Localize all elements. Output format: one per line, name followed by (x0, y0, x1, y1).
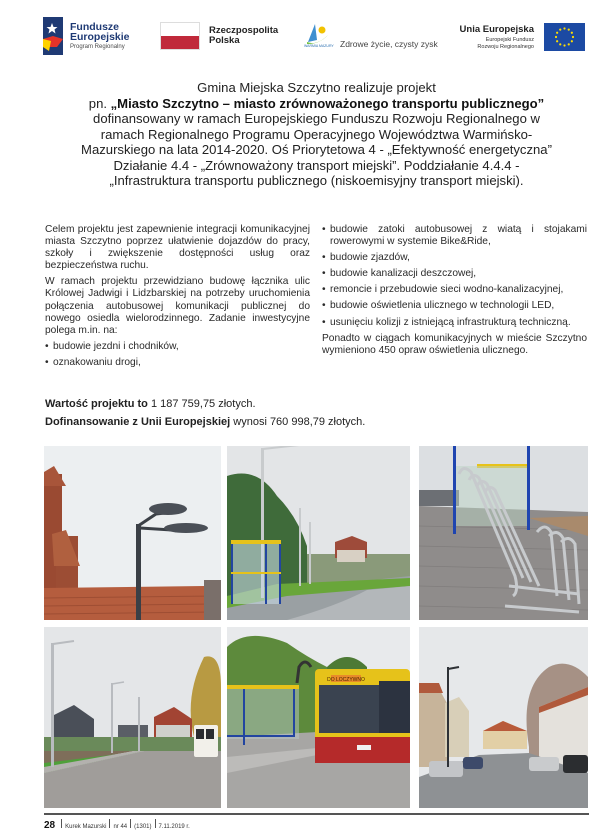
list-item (322, 252, 587, 264)
magazine-name: Kurek Mazurski (65, 824, 107, 830)
ue-line1: Unia Europejska (459, 24, 534, 35)
eu-star-icon (568, 29, 570, 31)
heading-line5: Mazurskiego na lata 2014-2020. Oś Priorytetowa 4 - „Efektywność energetyczna” (81, 142, 552, 157)
right-column (322, 224, 587, 361)
footer-separator (155, 819, 156, 828)
issue-number: (1301) (134, 824, 152, 830)
project-value-label: Wartość projektu to (45, 398, 148, 410)
photo-new-road (44, 627, 221, 808)
page-number: 28 (44, 820, 56, 831)
heading-prefix: pn. (88, 95, 111, 111)
list-item-text: budowie jezdni i chodników, (53, 340, 179, 352)
bullet-icon: • (322, 268, 326, 280)
fundusze-europejskie-mark-icon (43, 17, 63, 55)
eu-star-icon (556, 40, 558, 42)
list-item (322, 300, 587, 312)
list-item (322, 268, 587, 280)
project-goal-paragraph: Celem projektu jest zapewnienie integracji komunikacyjnej miasta Szczytno poprzez ułatwienie dojazdów do pracy, szkoły i zwiększenie dostępności usług oraz bezpieczeństwa ruchu. (45, 224, 310, 272)
rzeczpospolita-polska-logo (160, 22, 290, 52)
warmia-mazury-logo (304, 22, 464, 52)
bullet-icon: • (322, 300, 326, 312)
page-footer (44, 819, 190, 831)
eu-star-icon (555, 36, 557, 38)
photo-bus (227, 627, 410, 808)
eu-star-icon (559, 43, 561, 45)
list-item-text: budowie kanalizacji deszczowej, (330, 268, 477, 280)
left-column (45, 224, 310, 373)
eu-star-icon (568, 43, 570, 45)
bus-destination-display: DO LOCZYWNO (327, 677, 365, 683)
footer-separator (109, 819, 110, 828)
issue-label: nr 44 (113, 824, 128, 830)
fundusze-line3: Program Regionalny (70, 44, 125, 50)
list-item-text: oznakowaniu drogi, (53, 356, 141, 368)
list-item (322, 284, 587, 296)
bullet-icon: • (45, 340, 49, 352)
bullet-icon: • (322, 224, 326, 235)
project-heading (40, 80, 593, 189)
list-item (45, 357, 310, 369)
eu-flag-icon (544, 23, 585, 51)
footer-divider (44, 813, 589, 815)
fundusze-line2: Europejskie (70, 31, 130, 43)
lighting-paragraph: Ponadto w ciągach komunikacyjnych w mieście Szczytno wymieniono 450 opraw oświetlenia ulicznego. (322, 332, 587, 356)
list-item-text: budowie oświetlenia ulicznego w technologii LED, (330, 300, 555, 312)
eu-star-icon (563, 44, 565, 46)
polska-line1: Rzeczpospolita (209, 25, 279, 36)
fundusze-line1: Fundusze (70, 21, 119, 33)
photo-street-lamp (44, 446, 221, 620)
list-item-text: budowie zatoki autobusowej z wiatą i stojakami rowerowymi w systemie Bike&Ride, (330, 224, 587, 248)
bullet-icon: • (45, 356, 49, 368)
eu-star-icon (563, 27, 565, 29)
issue-date: 7.11.2019 r. (158, 824, 190, 830)
warmia-slogan: Zdrowe życie, czysty zysk (340, 39, 438, 49)
heading-line2 (40, 96, 593, 112)
photo-bus-shelter (227, 446, 410, 620)
polish-flag-icon (160, 22, 200, 50)
polska-line2: Polska (209, 35, 240, 46)
eu-star-icon (572, 36, 574, 38)
heading-line1: Gmina Miejska Szczytno realizuje projekt (197, 80, 436, 95)
heading-line6: Działanie 4.4 - „Zrównoważony transport miejski”. Poddziałanie 4.4.4 - (113, 157, 520, 173)
photo-bike-racks (419, 446, 588, 620)
project-value (45, 398, 256, 410)
list-item-text: budowie zjazdów, (330, 252, 410, 264)
warmia-mazury-small-text: WARMIA MAZURY (304, 44, 334, 48)
heading-line7: „Infrastruktura transportu publicznego (niskoemisyjny transport miejski). (109, 173, 524, 188)
heading-line3: dofinansowany w ramach Europejskiego Funduszu Rozwoju Regionalnego w (93, 111, 540, 126)
eu-funding-label: Dofinansowanie z Unii Europejskiej (45, 416, 231, 428)
eu-star-icon (571, 40, 573, 42)
eu-funding-amount: wynosi 760 998,79 złotych. (230, 416, 366, 428)
bullet-icon: • (322, 284, 326, 296)
photo-town-street (419, 627, 588, 808)
list-item-text: usunięciu kolizji z istniejącą infrastrukturą techniczną. (330, 316, 571, 328)
eu-star-icon (571, 32, 573, 34)
project-value-amount: 1 187 759,75 złotych. (147, 398, 256, 410)
heading-line4: ramach Regionalnego Programu Operacyjnego Województwa Warmińsko- (100, 126, 533, 142)
bullet-icon: • (322, 316, 326, 328)
bullet-icon: • (322, 252, 326, 264)
footer-separator (61, 819, 62, 828)
list-item (322, 317, 587, 329)
list-item-text: remoncie i przebudowie sieci wodno-kanalizacyjnej, (330, 284, 564, 296)
eu-star-icon (559, 29, 561, 31)
ue-line3: Rozwoju Regionalnego (477, 44, 534, 50)
project-scope-paragraph: W ramach projektu przewidziano budowę łącznika ulic Królowej Jadwigi i Lidzbarskiej na potrzeby uruchomienia połączenia autobusowej komunikacji publicznej do nowego osiedla wielorodzinnego. Zadanie inwestycyjne polega m.in. na: (45, 276, 310, 336)
list-item (45, 341, 310, 353)
eu-star-icon (556, 32, 558, 34)
unia-europejska-logo (460, 22, 590, 52)
project-name: „Miasto Szczytno – miasto zrównoważonego transportu publicznego” (110, 95, 545, 111)
eu-funding (45, 416, 365, 428)
ue-line2: Europejski Fundusz (485, 37, 534, 43)
footer-separator (130, 819, 131, 828)
fundusze-europejskie-logo (43, 16, 161, 56)
list-item (322, 224, 587, 248)
